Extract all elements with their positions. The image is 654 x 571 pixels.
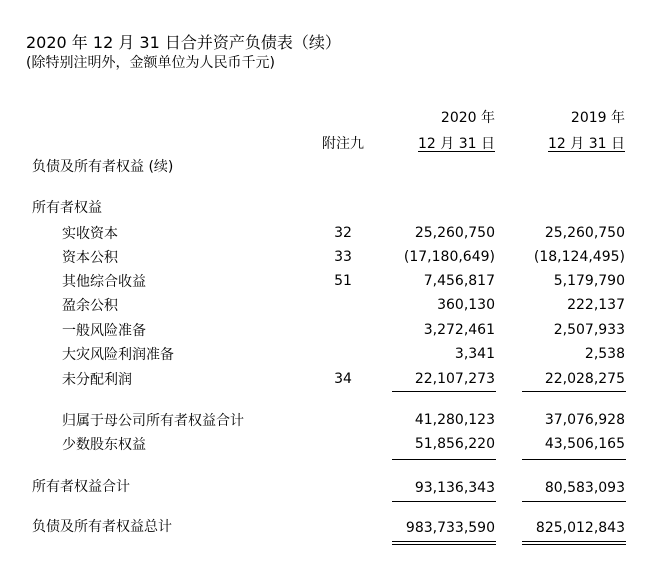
rule-line (522, 391, 626, 392)
row-value-2019: (18,124,495) (533, 249, 625, 265)
row-value-2020: 3,272,461 (423, 322, 495, 338)
page-subtitle: (除特别注明外，金额单位为人民币千元) (26, 55, 275, 71)
row-value-2020: 51,856,220 (414, 436, 495, 452)
double-rule-line (392, 541, 496, 542)
rule-line (392, 391, 496, 392)
section-liabilities-equity: 负债及所有者权益 (续) (32, 159, 174, 175)
row-label: 所有者权益合计 (32, 479, 130, 495)
header-date-2020: 12 月 31 日 (418, 136, 495, 152)
row-value-2019: 80,583,093 (544, 480, 625, 496)
row-value-2019: 43,506,165 (544, 436, 625, 452)
header-year-2020: 2020 年 (440, 110, 495, 126)
row-label: 少数股东权益 (62, 437, 146, 453)
row-label: 归属于母公司所有者权益合计 (62, 413, 244, 429)
row-note: 34 (334, 371, 352, 387)
row-label: 一般风险准备 (62, 323, 146, 339)
page-title: 2020 年 12 月 31 日合并资产负债表（续） (26, 33, 341, 52)
section-equity: 所有者权益 (32, 200, 102, 216)
row-value-2019: 25,260,750 (544, 225, 625, 241)
row-note: 51 (334, 273, 352, 289)
row-value-2020: 3,341 (454, 346, 495, 362)
rule-line (522, 501, 626, 502)
row-label: 盈余公积 (62, 298, 118, 314)
row-value-2020: (17,180,649) (403, 249, 495, 265)
row-label: 资本公积 (62, 250, 118, 266)
header-date-2019: 12 月 31 日 (548, 136, 625, 152)
row-value-2020: 25,260,750 (414, 225, 495, 241)
row-value-2019: 22,028,275 (544, 371, 625, 387)
row-value-2019: 2,538 (584, 346, 625, 362)
header-note: 附注九 (322, 136, 364, 152)
row-value-2020: 360,130 (437, 297, 495, 313)
row-value-2019: 222,137 (567, 297, 625, 313)
row-label: 大灾风险利润准备 (62, 347, 174, 363)
rule-line (392, 459, 496, 460)
row-value-2019: 2,507,933 (553, 322, 625, 338)
row-value-2020: 22,107,273 (414, 371, 495, 387)
row-label: 负债及所有者权益总计 (32, 519, 172, 535)
row-value-2020: 7,456,817 (423, 273, 495, 289)
row-label: 其他综合收益 (62, 274, 146, 290)
row-value-2019: 37,076,928 (544, 412, 625, 428)
header-year-2019: 2019 年 (570, 110, 625, 126)
rule-line (392, 501, 496, 502)
double-rule-line (522, 544, 626, 545)
rule-line (522, 459, 626, 460)
double-rule-line (392, 544, 496, 545)
row-value-2020: 41,280,123 (414, 412, 495, 428)
row-note: 33 (334, 249, 352, 265)
row-label: 实收资本 (62, 226, 118, 242)
row-value-2019: 5,179,790 (553, 273, 625, 289)
row-value-2020: 983,733,590 (405, 520, 495, 536)
row-value-2020: 93,136,343 (414, 480, 495, 496)
double-rule-line (522, 541, 626, 542)
row-label: 未分配利润 (62, 372, 132, 388)
row-note: 32 (334, 225, 352, 241)
row-value-2019: 825,012,843 (535, 520, 625, 536)
